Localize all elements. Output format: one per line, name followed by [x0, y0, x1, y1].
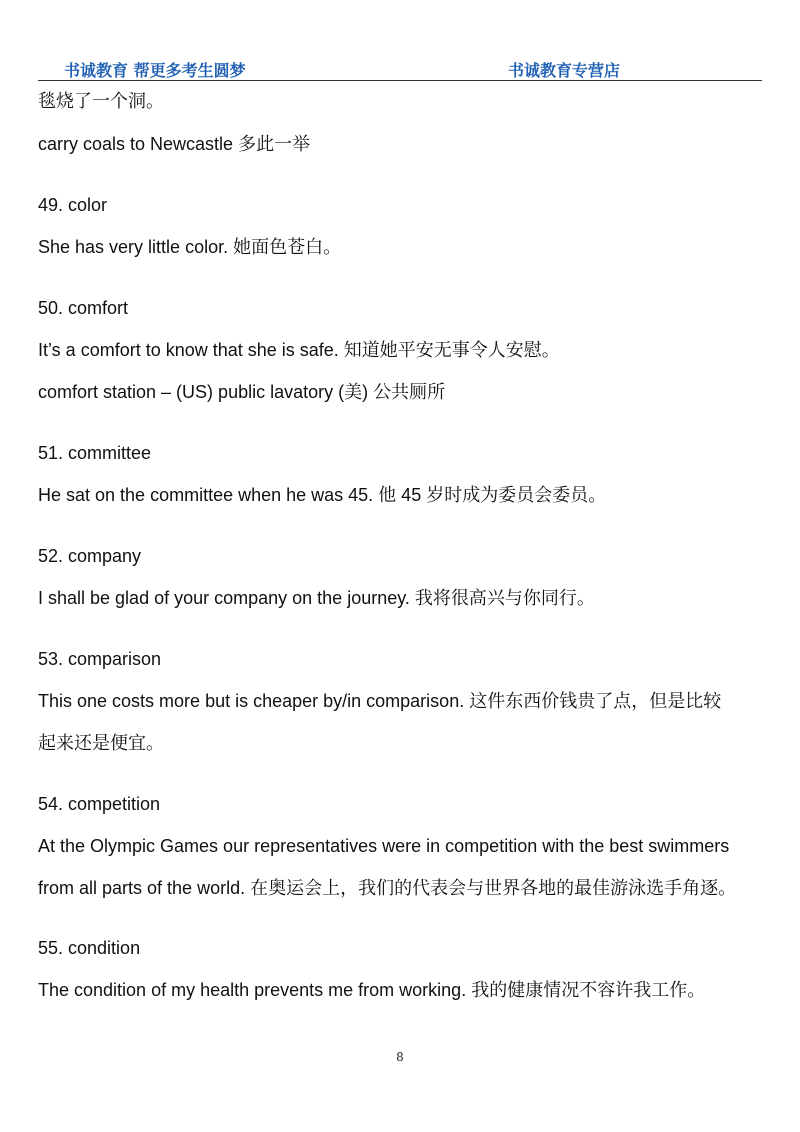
entry-heading: 54. competition — [38, 794, 161, 814]
text-line: She has very little color. 她面色苍白。 — [38, 237, 342, 257]
text-line: from all parts of the world. 在奥运会上，我们的代表会与世界各地的最佳游泳选手角逐。 — [38, 878, 737, 898]
text-line: This one costs more but is cheaper by/in comparison. 这件东西价钱贵了点，但是比较 — [38, 691, 722, 711]
text-line: The condition of my health prevents me from working. 我的健康情况不容许我工作。 — [38, 980, 706, 1000]
text-line: carry coals to Newcastle 多此一举 — [38, 134, 311, 154]
entry-heading: 55. condition — [38, 938, 141, 958]
header-right-text: 书诚教育专营店 — [508, 61, 621, 80]
text-line: At the Olympic Games our representatives were in competition with the best swimmers — [38, 836, 730, 856]
page-number: 8 — [396, 1050, 404, 1064]
entry-heading: 51. committee — [38, 443, 152, 463]
text-line: It’s a comfort to know that she is safe. 知道她平安无事令人安慰。 — [38, 340, 560, 360]
text-line: 起来还是便宜。 — [38, 733, 164, 753]
text-line: I shall be glad of your company on the journey. 我将很高兴与你同行。 — [38, 588, 595, 608]
page-header — [38, 58, 762, 81]
entry-heading: 53. comparison — [38, 649, 162, 669]
entry-heading: 49. color — [38, 195, 108, 215]
text-line: He sat on the committee when he was 45. 他 45 岁时成为委员会委员。 — [38, 485, 607, 505]
entry-heading: 50. comfort — [38, 298, 129, 318]
text-line: comfort station – (US) public lavatory (美) 公共厕所 — [38, 382, 446, 402]
entry-heading: 52. company — [38, 546, 142, 566]
text-line: 毯烧了一个洞。 — [38, 91, 164, 111]
header-left-text: 书诚教育 帮更多考生圆梦 — [64, 61, 246, 80]
